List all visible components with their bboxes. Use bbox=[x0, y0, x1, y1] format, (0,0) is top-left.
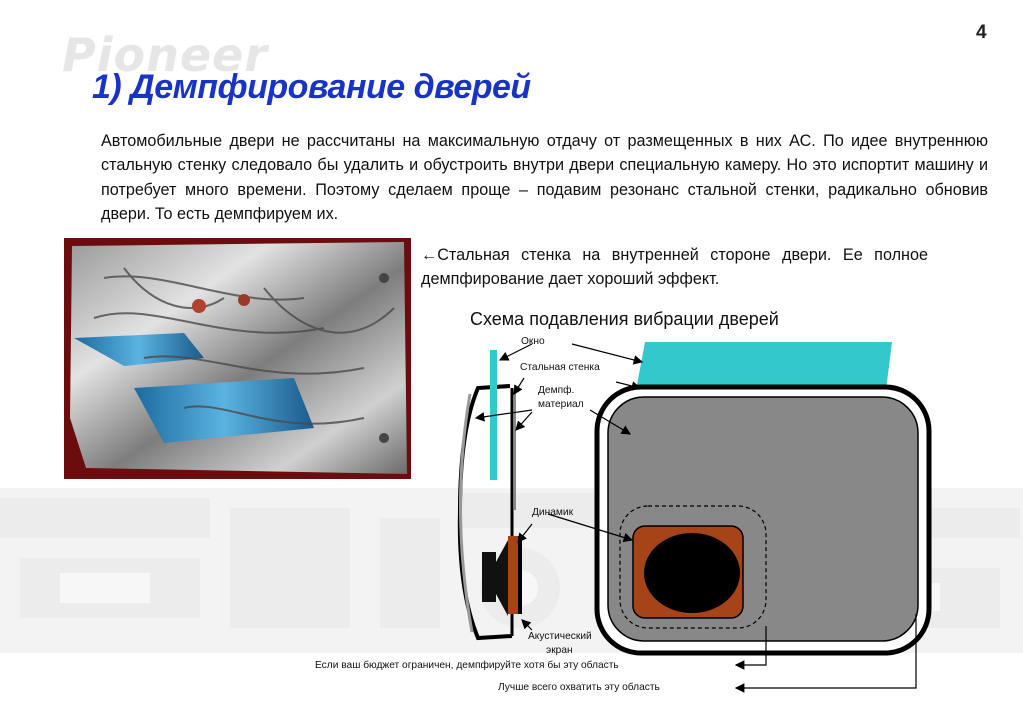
pioneer-logo-watermark: Pioneer bbox=[62, 28, 268, 82]
photo-caption: ←Стальная стенка на внутренней стороне двери. Ее полное демпфирование дает хороший эффект. bbox=[421, 246, 928, 288]
label-damping-material-2: материал bbox=[538, 399, 584, 410]
speaker-cone-front bbox=[644, 533, 740, 613]
label-window: Окно bbox=[521, 336, 545, 347]
speaker-frame-side bbox=[508, 536, 518, 614]
label-damping-material-1: Демпф. bbox=[538, 385, 575, 396]
page-title: 1) Демпфирование дверей bbox=[92, 68, 531, 106]
door-vibration-schema bbox=[300, 330, 1023, 708]
schema-title: Схема подавления вибрации дверей bbox=[470, 309, 779, 329]
label-speaker: Динамик bbox=[532, 507, 574, 518]
note-best-area: Лучше всего охватить эту область bbox=[498, 682, 660, 693]
label-acoustic-screen-1: Акустический bbox=[528, 631, 592, 642]
page-number: 4 bbox=[976, 22, 987, 43]
speaker-magnet-side bbox=[482, 552, 496, 602]
label-steel-wall: Стальная стенка bbox=[520, 362, 600, 373]
window-glass-front bbox=[636, 342, 892, 390]
note-budget-area: Если ваш бюджет ограничен, демпфируйте хотя бы эту область bbox=[315, 660, 619, 671]
label-acoustic-screen-2: экран bbox=[546, 645, 573, 656]
intro-paragraph: Автомобильные двери не рассчитаны на максимальную отдачу от размещенных в них АС. По идее внутреннюю стальную стенку следовало бы удалить и обустроить внутри двери специальную камеру. Но это испортит машину и потребует много времени. Поэтому сделаем проще – подавим резонанс стальной стенки, радикально обновив двери. То есть демпфируем их. bbox=[101, 132, 988, 223]
